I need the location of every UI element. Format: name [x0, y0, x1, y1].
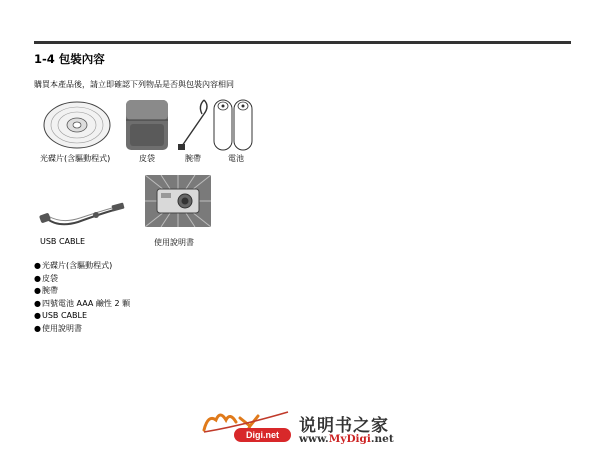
item-label-usb: USB CABLE: [40, 237, 86, 246]
pouch-icon: [120, 96, 174, 158]
item-label-batteries: 電池: [228, 154, 244, 163]
list-item: ● 皮袋: [34, 273, 130, 286]
intro-text: 購買本產品後，請立即確認下列物品是否與包裝內容相同: [34, 80, 234, 89]
camera-manual-icon: [145, 175, 211, 231]
list-item: ● 四號電池 AAA 鹼性 2 顆: [34, 298, 130, 311]
item-label-strap: 腕帶: [185, 154, 201, 163]
batteries-icon: [210, 94, 258, 158]
strap-icon: [174, 96, 212, 158]
list-item: ● USB CABLE: [34, 310, 130, 323]
header-rule: [34, 41, 571, 44]
section-heading: 1-4 包裝內容: [34, 52, 105, 66]
list-item: ● 腕帶: [34, 285, 130, 298]
item-label-manual: 使用說明書: [154, 238, 194, 247]
list-item: ● 使用說明書: [34, 323, 130, 336]
contents-checklist: [34, 260, 130, 336]
list-item: ● 光碟片(含驅動程式): [34, 260, 130, 273]
item-label-cd: 光碟片(含驅動程式): [40, 154, 111, 163]
usb-cable-icon: [38, 192, 128, 236]
cd-icon: [42, 100, 112, 154]
item-label-pouch: 皮袋: [139, 154, 155, 163]
site-url: www.MyDigi.net: [299, 433, 394, 445]
site-name: 说明书之家: [299, 416, 389, 436]
digi-net-badge: Digi.net: [234, 428, 291, 442]
